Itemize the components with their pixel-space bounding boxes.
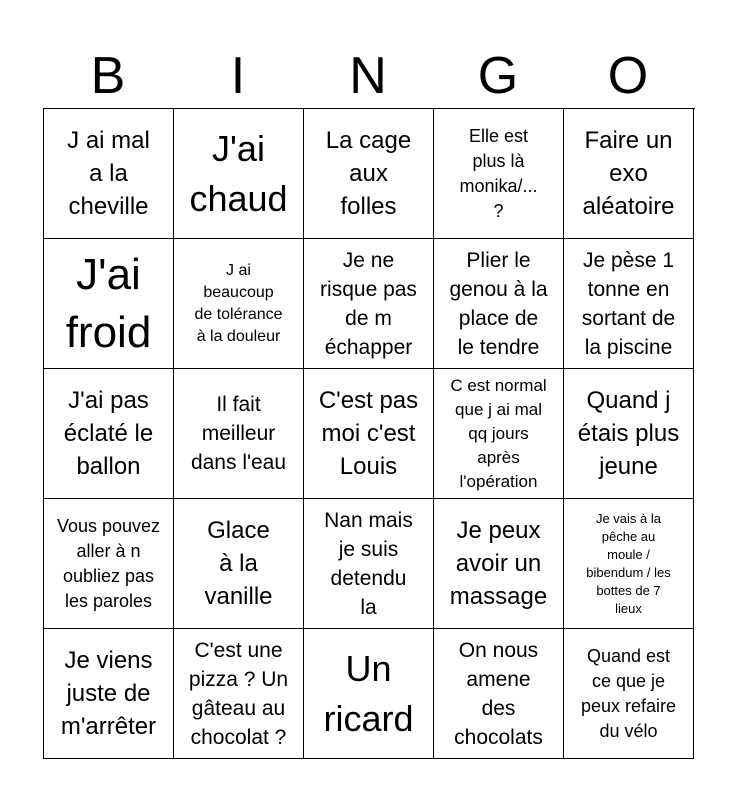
cell-text: Faire un exo aléatoire [582, 127, 675, 220]
bingo-cell[interactable] [174, 629, 304, 759]
header-letter-i: I [230, 47, 246, 105]
cell-text: Vous pouvez aller à n oubliez pas les paroles [56, 515, 161, 611]
cell-text: Je viens juste de m'arrêter [60, 647, 157, 740]
bingo-cell[interactable] [44, 629, 174, 759]
header-letter-g: G [477, 47, 519, 105]
cell-text: C est normal que j ai mal qq jours après l'opération [450, 375, 547, 491]
cell-text: Quand j étais plus jeune [577, 387, 680, 480]
bingo-cell[interactable] [174, 109, 304, 239]
bingo-cell[interactable] [304, 239, 434, 369]
bingo-cell[interactable] [434, 109, 564, 239]
header-letter-b: B [90, 47, 126, 105]
cell-text: Elle est plus là monika/... ? [459, 125, 538, 221]
bingo-cell[interactable] [304, 109, 434, 239]
cell-text: C'est pas moi c'est Louis [318, 387, 419, 480]
cell-text: Je peux avoir un massage [449, 517, 548, 610]
cell-text: Nan mais je suis detendu la [324, 508, 413, 619]
cell-text: On nous amene des chocolats [454, 638, 543, 749]
bingo-cell[interactable] [44, 109, 174, 239]
cell-text: J'ai froid [65, 249, 152, 357]
bingo-header [43, 48, 693, 104]
cell-text: Glace à la vanille [204, 517, 273, 610]
bingo-cell[interactable] [304, 369, 434, 499]
cell-text: Plier le genou à la place de le tendre [449, 248, 548, 359]
cell-text: Un ricard [323, 647, 414, 739]
cell-text: Je vais à la pêche au moule / bibendum / les bottes de 7 lieux [586, 510, 671, 616]
bingo-cell[interactable] [434, 499, 564, 629]
cell-text: J ai mal a la cheville [67, 127, 150, 220]
bingo-cell[interactable] [174, 499, 304, 629]
cell-text: J'ai chaud [189, 127, 288, 219]
cell-text: La cage aux folles [325, 127, 412, 220]
header-letter-o: O [607, 47, 649, 105]
cell-text: J ai beaucoup de tolérance à la douleur [194, 261, 283, 345]
bingo-cell[interactable] [304, 499, 434, 629]
bingo-cell[interactable] [174, 369, 304, 499]
bingo-cell[interactable] [564, 499, 694, 629]
bingo-cell[interactable] [564, 629, 694, 759]
cell-text: Quand est ce que je peux refaire du vélo [580, 645, 677, 741]
bingo-cell[interactable] [434, 369, 564, 499]
bingo-cell[interactable] [564, 109, 694, 239]
bingo-cell[interactable] [434, 239, 564, 369]
cell-text: Il fait meilleur dans l'eau [190, 393, 287, 474]
bingo-cell[interactable] [304, 629, 434, 759]
bingo-cell[interactable] [434, 629, 564, 759]
cell-text: Je ne risque pas de m échapper [320, 248, 417, 359]
cell-text: Je pèse 1 tonne en sortant de la piscine [581, 248, 676, 359]
bingo-cell[interactable] [564, 239, 694, 369]
bingo-cell[interactable] [44, 239, 174, 369]
header-letter-n: N [349, 47, 387, 105]
bingo-cell[interactable] [174, 239, 304, 369]
cell-text: C'est une pizza ? Un gâteau au chocolat ? [188, 638, 289, 749]
bingo-cell[interactable] [564, 369, 694, 499]
bingo-board [43, 108, 695, 759]
bingo-cell[interactable] [44, 369, 174, 499]
bingo-cell[interactable] [44, 499, 174, 629]
cell-text: J'ai pas éclaté le ballon [63, 387, 154, 480]
